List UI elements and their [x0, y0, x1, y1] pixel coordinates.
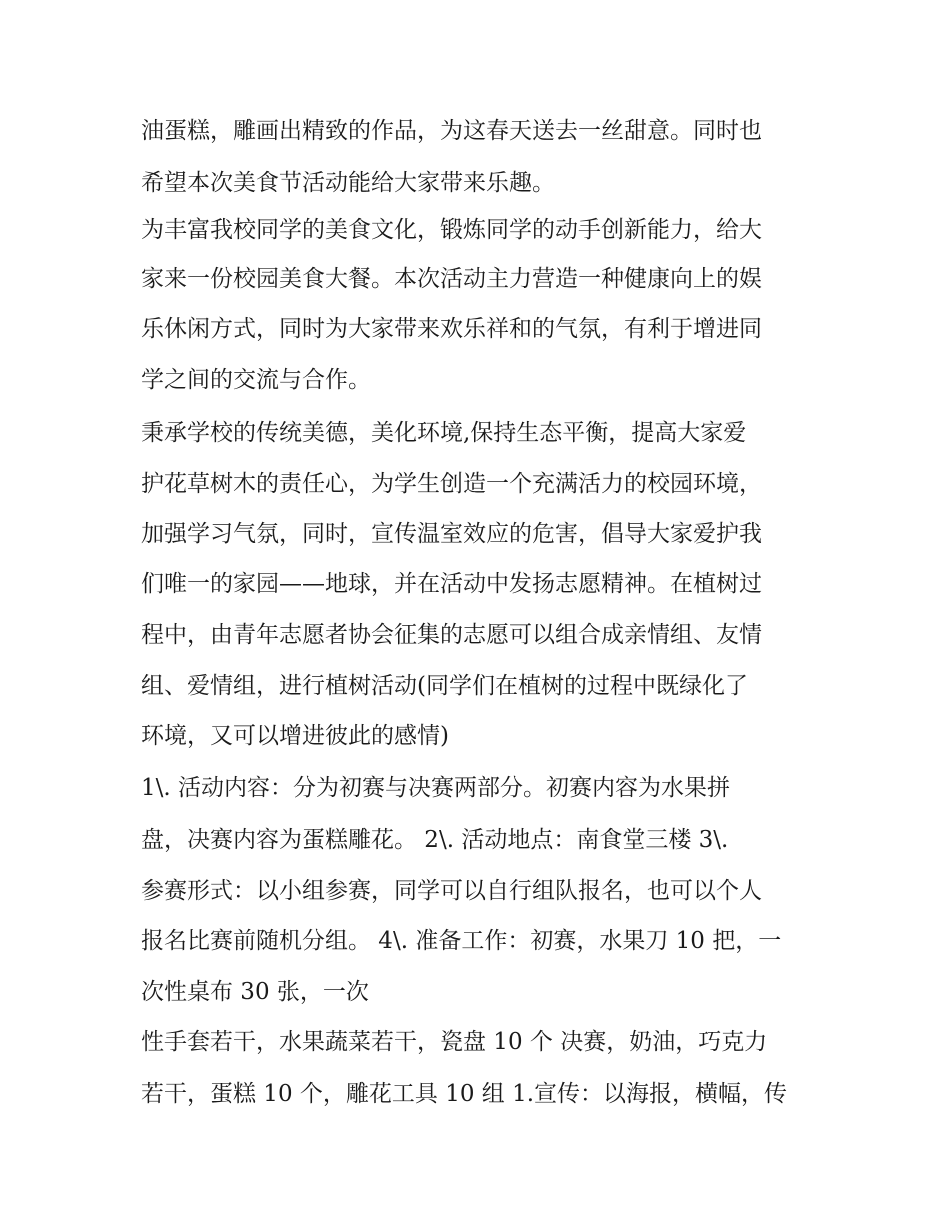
- text-line: 家来一份校园美食大餐。本次活动主力营造一种健康向上的娱: [141, 266, 762, 292]
- text-line: 参赛形式：以小组参赛，同学可以自行组队报名，也可以个人: [141, 878, 762, 904]
- text-line: 程中，由青年志愿者协会征集的志愿可以组合成亲情组、友情: [141, 622, 762, 648]
- text-line: 为丰富我校同学的美食文化，锻炼同学的动手创新能力，给大: [141, 217, 762, 243]
- text-line: 希望本次美食节活动能给大家带来乐趣。: [141, 170, 555, 196]
- text-line: 油蛋糕，雕画出精致的作品，为这春天送去一丝甜意。同时也: [141, 118, 762, 144]
- text-line: 秉承学校的传统美德，美化环境,保持生态平衡，提高大家爱: [141, 420, 747, 446]
- text-line: 组、爱情组，进行植树活动(同学们在植树的过程中既绿化了: [141, 673, 748, 699]
- text-line: 1\. 活动内容：分为初赛与决赛两部分。初赛内容为水果拼: [141, 775, 731, 801]
- text-line: 报名比赛前随机分组。 4\. 准备工作：初赛，水果刀 10 把，一: [141, 928, 782, 954]
- text-line: 学之间的交流与合作。: [141, 367, 371, 393]
- text-line: 若干，蛋糕 10 个，雕花工具 10 组 1.宣传：以海报，横幅，传: [141, 1081, 788, 1107]
- text-line: 护花草树木的责任心，为学生创造一个充满活力的校园环境，: [141, 471, 762, 497]
- text-line: 性手套若干，水果蔬菜若干，瓷盘 10 个 决赛，奶油，巧克力: [141, 1029, 768, 1055]
- text-line: 盘，决赛内容为蛋糕雕花。 2\. 活动地点：南食堂三楼 3\.: [141, 827, 729, 853]
- text-line: 环境，又可以增进彼此的感情): [141, 723, 449, 749]
- text-line: 加强学习气氛，同时，宣传温室效应的危害，倡导大家爱护我: [141, 521, 762, 547]
- text-line: 次性桌布 30 张，一次: [141, 979, 369, 1005]
- text-line: 乐休闲方式，同时为大家带来欢乐祥和的气氛，有利于增进同: [141, 316, 762, 342]
- text-line: 们唯一的家园——地球，并在活动中发扬志愿精神。在植树过: [141, 571, 762, 597]
